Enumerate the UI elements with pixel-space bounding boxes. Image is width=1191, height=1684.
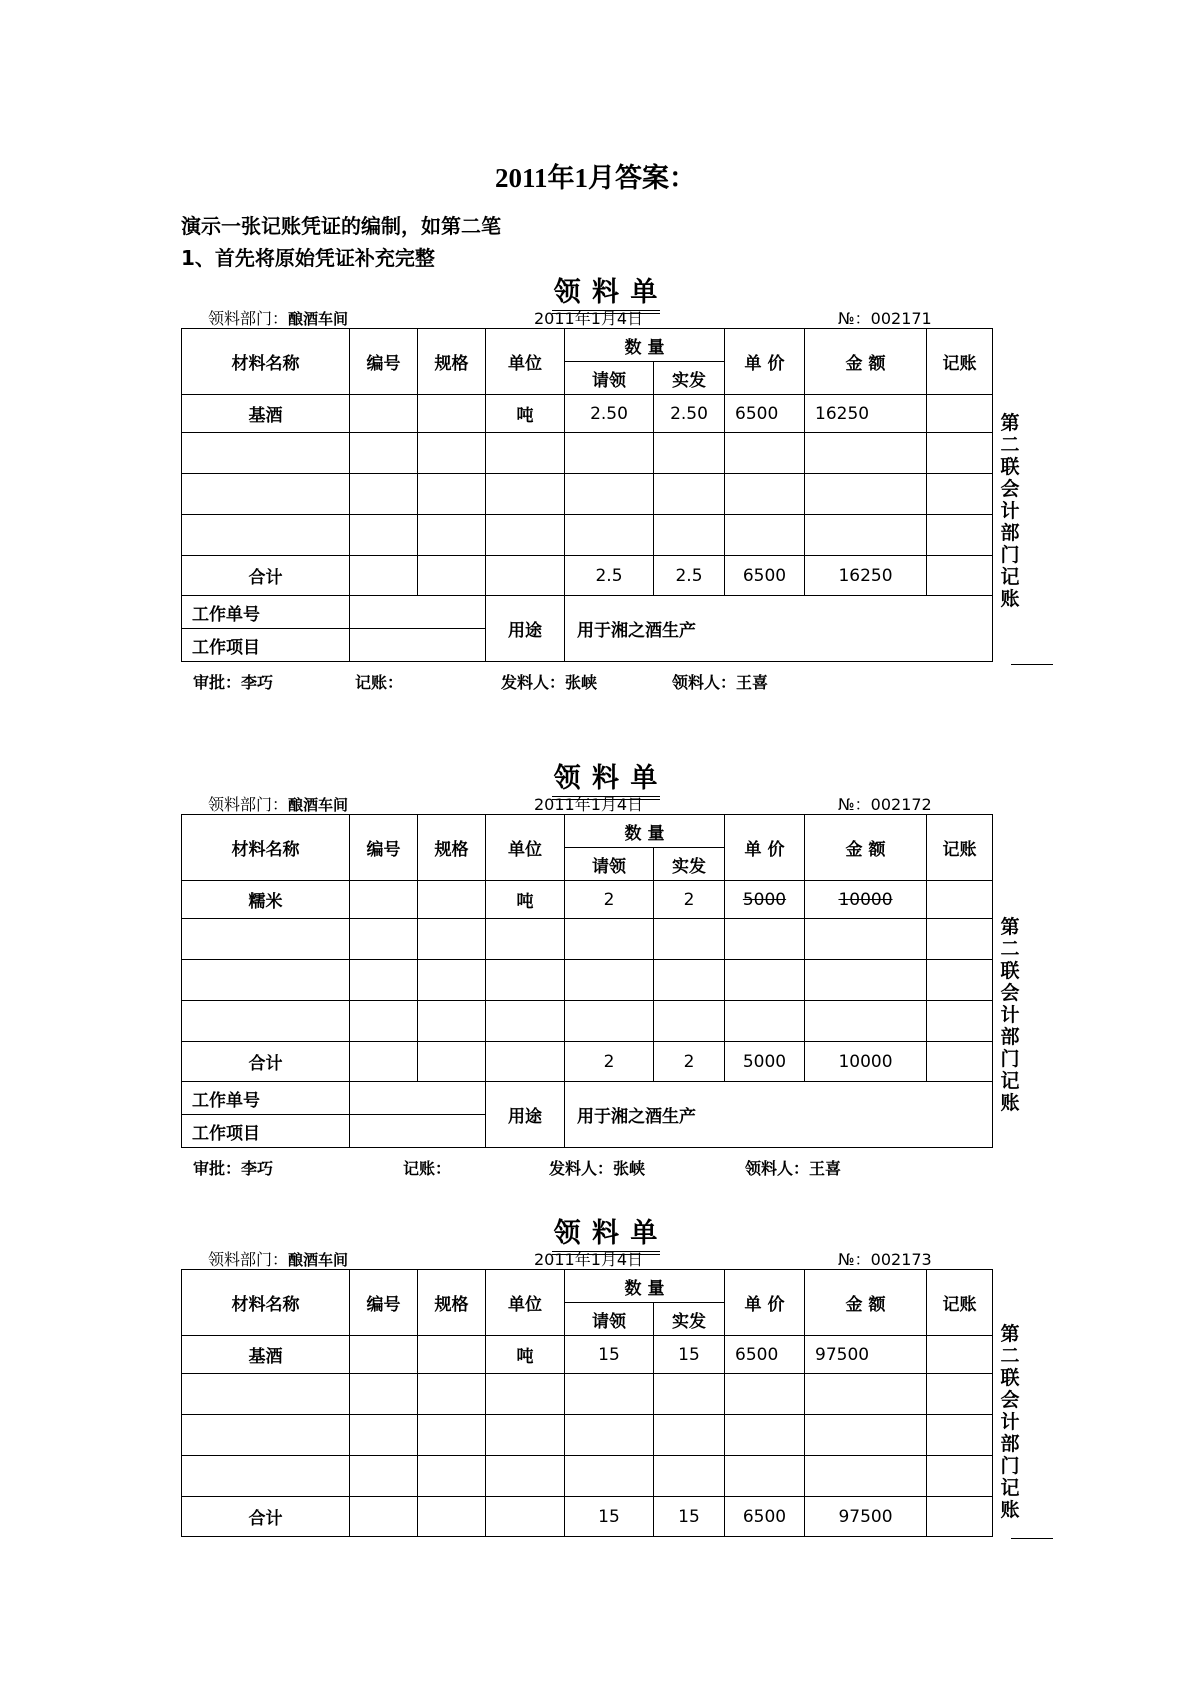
col-spec: 规格 [418, 329, 486, 395]
dept-field: 领料部门：酿酒车间 [208, 795, 349, 814]
col-unit-price: 单 价 [725, 329, 805, 395]
total-row [182, 1042, 993, 1082]
spec-cell [418, 1336, 486, 1374]
posted-cell [927, 395, 993, 433]
table-row [182, 960, 993, 1001]
date-field: 2011年1月4日 [534, 309, 644, 328]
spec-cell [418, 395, 486, 433]
col-posted: 记账 [927, 1270, 993, 1336]
total-label: 合计 [182, 1042, 350, 1082]
col-amount: 金 额 [805, 815, 927, 881]
issuer-field: 发料人：张峡 [549, 1159, 646, 1178]
material-cell: 基酒 [182, 395, 350, 433]
total-amount: 16250 [805, 556, 927, 596]
receiver-field: 领料人：王喜 [745, 1159, 842, 1178]
col-unit: 单位 [486, 815, 565, 881]
copy-note: 第 二 联 会 计 部 门 记 账 [1000, 1323, 1020, 1521]
table-row [182, 1001, 993, 1042]
total-requested: 15 [565, 1497, 654, 1537]
divider [1011, 664, 1053, 665]
table-row [182, 433, 993, 474]
col-unit-price: 单 价 [725, 815, 805, 881]
spec-cell [418, 881, 486, 919]
col-code: 编号 [350, 329, 418, 395]
work-order-label: 工作单号 [182, 1082, 350, 1115]
work-item-value [350, 629, 486, 662]
total-amount: 97500 [805, 1497, 927, 1537]
material-cell: 糯米 [182, 881, 350, 919]
table-row [182, 395, 993, 433]
col-code: 编号 [350, 1270, 418, 1336]
work-item-value [350, 1115, 486, 1148]
price-cell: 5000 [725, 881, 805, 919]
total-amount: 10000 [805, 1042, 927, 1082]
col-posted: 记账 [927, 815, 993, 881]
col-material-name: 材料名称 [182, 1270, 350, 1336]
table-row [182, 919, 993, 960]
requisition-form-2 [181, 756, 1031, 1176]
material-cell: 基酒 [182, 1336, 350, 1374]
col-unit-price: 单 价 [725, 1270, 805, 1336]
issued-cell: 2 [654, 881, 725, 919]
col-unit: 单位 [486, 329, 565, 395]
date-field: 2011年1月4日 [534, 795, 644, 814]
receiver-field: 领料人：王喜 [672, 673, 769, 692]
form-title: 领 料 单 [181, 1211, 1031, 1255]
col-spec: 规格 [418, 815, 486, 881]
col-spec: 规格 [418, 1270, 486, 1336]
col-unit: 单位 [486, 1270, 565, 1336]
table-row [182, 1374, 993, 1415]
requested-cell: 15 [565, 1336, 654, 1374]
col-requested: 请领 [565, 848, 654, 881]
dept-field: 领料部门：酿酒车间 [208, 309, 349, 328]
unit-cell: 吨 [486, 881, 565, 919]
divider [1011, 1538, 1053, 1539]
total-issued: 15 [654, 1497, 725, 1537]
requisition-form-3 [181, 1211, 1031, 1551]
copy-note: 第 二 联 会 计 部 门 记 账 [1000, 412, 1020, 610]
total-row [182, 1497, 993, 1537]
col-issued: 实发 [654, 1303, 725, 1336]
requested-cell: 2.50 [565, 395, 654, 433]
price-cell: 6500 [725, 395, 805, 433]
purpose-value: 用于湘之酒生产 [565, 1082, 993, 1148]
col-amount: 金 额 [805, 329, 927, 395]
table-row [182, 474, 993, 515]
work-item-label: 工作项目 [182, 1115, 350, 1148]
col-quantity: 数 量 [565, 815, 725, 848]
col-amount: 金 额 [805, 1270, 927, 1336]
requisition-table [181, 1269, 993, 1537]
requested-cell: 2 [565, 881, 654, 919]
purpose-value: 用于湘之酒生产 [565, 596, 993, 662]
issued-cell: 2.50 [654, 395, 725, 433]
code-cell [350, 1336, 418, 1374]
copy-note: 第 二 联 会 计 部 门 记 账 [1000, 916, 1020, 1114]
issued-cell: 15 [654, 1336, 725, 1374]
table-row [182, 1415, 993, 1456]
posted-cell [927, 1336, 993, 1374]
total-price: 6500 [725, 556, 805, 596]
table-row [182, 1336, 993, 1374]
col-material-name: 材料名称 [182, 815, 350, 881]
purpose-label: 用途 [486, 1082, 565, 1148]
total-label: 合计 [182, 556, 350, 596]
table-row [182, 1456, 993, 1497]
total-requested: 2 [565, 1042, 654, 1082]
col-requested: 请领 [565, 1303, 654, 1336]
code-cell [350, 395, 418, 433]
intro-line-2: 1、首先将原始凭证补充完整 [181, 246, 435, 270]
price-cell: 6500 [725, 1336, 805, 1374]
post-field: 记账： [355, 673, 404, 692]
approver-field: 审批：李巧 [193, 1159, 274, 1178]
amount-cell: 97500 [805, 1336, 927, 1374]
requisition-table [181, 814, 993, 1148]
total-price: 6500 [725, 1497, 805, 1537]
amount-cell: 16250 [805, 395, 927, 433]
number-field: №：002171 [838, 309, 932, 328]
col-material-name: 材料名称 [182, 329, 350, 395]
total-price: 5000 [725, 1042, 805, 1082]
col-quantity: 数 量 [565, 329, 725, 362]
table-row [182, 881, 993, 919]
col-issued: 实发 [654, 362, 725, 395]
post-field: 记账： [403, 1159, 452, 1178]
table-row [182, 515, 993, 556]
total-requested: 2.5 [565, 556, 654, 596]
unit-cell: 吨 [486, 395, 565, 433]
col-posted: 记账 [927, 329, 993, 395]
total-issued: 2 [654, 1042, 725, 1082]
issuer-field: 发料人：张峡 [501, 673, 598, 692]
work-order-label: 工作单号 [182, 596, 350, 629]
amount-cell: 10000 [805, 881, 927, 919]
approver-field: 审批：李巧 [193, 673, 274, 692]
unit-cell: 吨 [486, 1336, 565, 1374]
intro-line-1: 演示一张记账凭证的编制，如第二笔 [181, 214, 501, 238]
col-requested: 请领 [565, 362, 654, 395]
total-row [182, 556, 993, 596]
requisition-table [181, 328, 993, 662]
total-issued: 2.5 [654, 556, 725, 596]
col-quantity: 数 量 [565, 1270, 725, 1303]
purpose-label: 用途 [486, 596, 565, 662]
work-order-value [350, 596, 486, 629]
number-field: №：002173 [838, 1250, 932, 1269]
posted-cell [927, 881, 993, 919]
form-title: 领 料 单 [181, 756, 1031, 800]
total-label: 合计 [182, 1497, 350, 1537]
requisition-form-1 [181, 270, 1031, 690]
dept-field: 领料部门：酿酒车间 [208, 1250, 349, 1269]
page-title: 2011年1月答案： [494, 163, 696, 193]
work-order-value [350, 1082, 486, 1115]
code-cell [350, 881, 418, 919]
work-item-label: 工作项目 [182, 629, 350, 662]
date-field: 2011年1月4日 [534, 1250, 644, 1269]
number-field: №：002172 [838, 795, 932, 814]
form-title: 领 料 单 [181, 270, 1031, 314]
col-code: 编号 [350, 815, 418, 881]
col-issued: 实发 [654, 848, 725, 881]
